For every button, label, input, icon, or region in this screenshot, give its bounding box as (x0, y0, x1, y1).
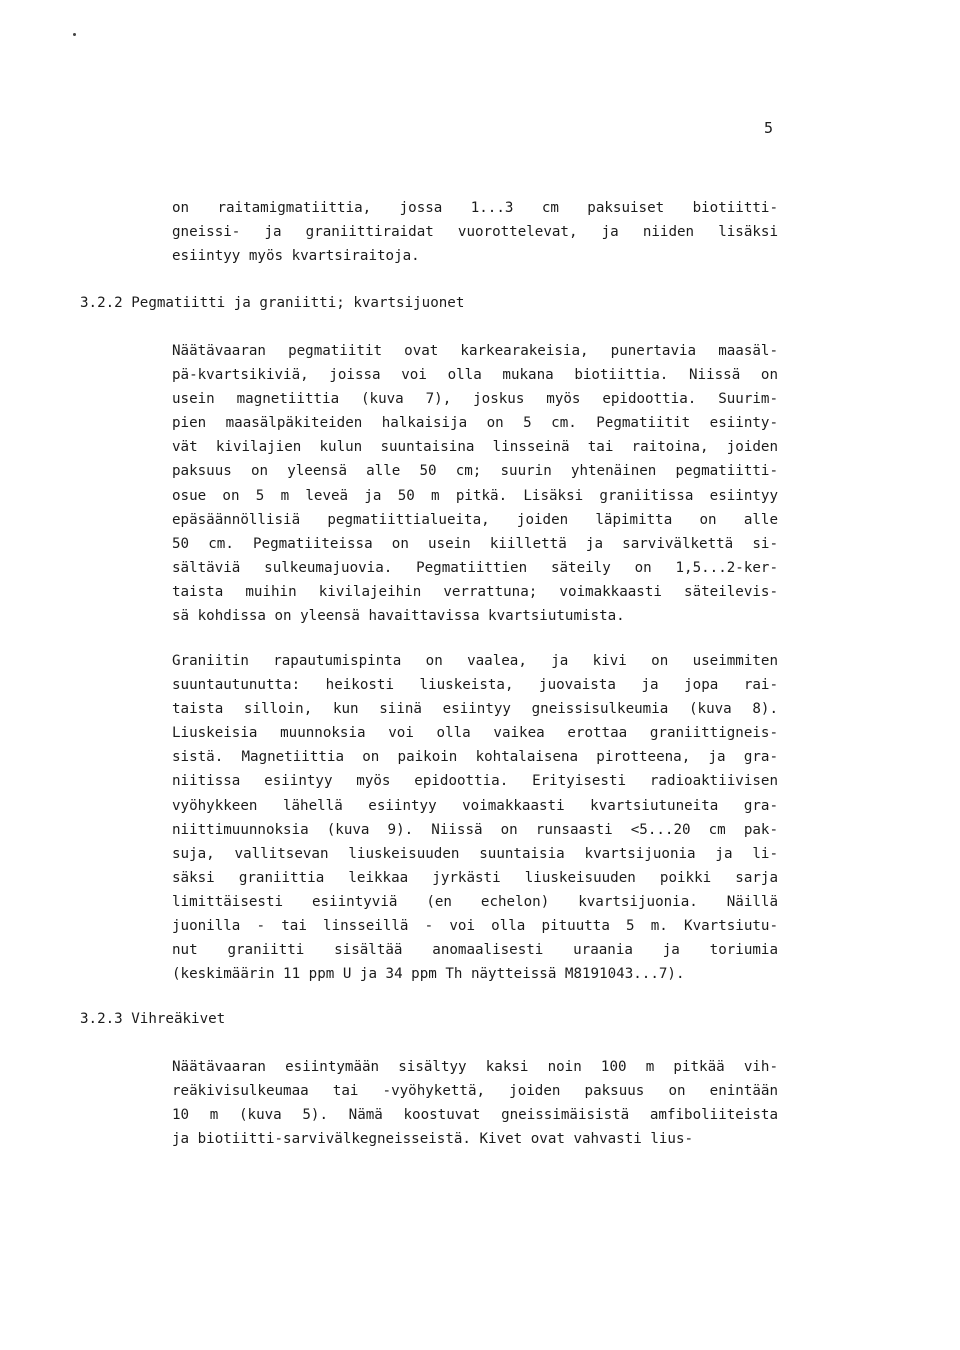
text-line: usein magnetiittia (kuva 7), joskus myös epidoottia. Suurim- (172, 391, 778, 408)
text-line: juonilla - tai linsseillä - voi olla pituutta 5 m. Kvartsiutu- (172, 918, 778, 935)
text-line: ja biotiitti-sarvivälkegneisseistä. Kivet ovat vahvasti lius- (172, 1131, 694, 1148)
text-line: nut graniitti sisältää anomaalisesti uraania ja toriumia (172, 942, 778, 959)
text-line: taista muihin kivilajeihin verrattuna; voimakkaasti säteilevis- (172, 583, 778, 600)
text-line: sältäviä sulkeumajuovia. Pegmatiittien säteily on 1,5...2-ker- (172, 559, 778, 576)
text-line: reäkivisulkeumaa tai -vyöhykettä, joiden paksuus on enintään (172, 1083, 778, 1100)
greenstone-paragraph (172, 1055, 778, 1151)
section-heading-3-2-2: 3.2.2 Pegmatiitti ja graniitti; kvartsijuonet (80, 295, 465, 311)
text-line: pien maasälpäkiteiden halkaisija on 5 cm. Pegmatiitit esiinty- (172, 415, 778, 432)
text-line: limittäisesti esiintyviä (en echelon) kvartsijuonia. Näillä (172, 893, 778, 910)
text-line: esiintyy myös kvartsiraitoja. (172, 248, 420, 265)
text-line: sä kohdissa on yleensä havaittavissa kvartsiutumista. (172, 608, 625, 625)
text-line: epäsäännöllisiä pegmatiittialueita, joiden läpimitta on alle (172, 511, 778, 528)
text-line: suja, vallitsevan liuskeisuuden suuntaisia kvartsijuonia ja li- (172, 845, 778, 862)
text-line: (keskimäärin 11 ppm U ja 34 ppm Th näytteissä M8191043...7). (172, 966, 685, 983)
text-line: paksuus on yleensä alle 50 cm; suurin yhtenäinen pegmatiitti- (172, 463, 778, 480)
intro-paragraph (172, 196, 778, 268)
text-line: sistä. Magnetiittia on paikoin kohtalaisena pirotteena, ja gra- (172, 749, 778, 766)
pegmatite-paragraph (172, 339, 778, 628)
text-line: 50 cm. Pegmatiiteissa on usein kiillettä ja sarvivälkettä si- (172, 535, 778, 552)
granite-paragraph (172, 649, 778, 986)
text-line: vät kivilajien kulun suuntaisina linsseinä tai raitoina, joiden (172, 439, 778, 456)
text-line: gneissi- ja graniittiraidat vuorottelevat, ja niiden lisäksi (172, 224, 778, 241)
text-line: Graniitin rapautumispinta on vaalea, ja kivi on useimmiten (172, 653, 778, 669)
text-line: pä-kvartsikiviä, joissa voi olla mukana biotiittia. Niissä on (172, 367, 778, 384)
text-line: Liuskeisia muunnoksia voi olla vaikea erottaa graniittigneis- (172, 725, 778, 742)
section-heading-3-2-3: 3.2.3 Vihreäkivet (80, 1011, 226, 1027)
text-line: osue on 5 m leveä ja 50 m pitkä. Lisäksi graniitissa esiintyy (172, 487, 778, 504)
text-line: Näätävaaran pegmatiitit ovat karkearakeisia, punertavia maasäl- (172, 343, 778, 359)
text-line: vyöhykkeen lähellä esiintyy voimakkaasti kvartsiutuneita gra- (172, 797, 778, 814)
text-line: on raitamigmatiittia, jossa 1...3 cm paksuiset biotiitti- (172, 200, 778, 216)
text-line: suuntautunutta: heikosti liuskeista, juovaista ja jopa rai- (172, 677, 778, 694)
text-line: niittimuunnoksia (kuva 9). Niissä on runsaasti <5...20 cm pak- (172, 821, 778, 838)
scan-speck (73, 33, 76, 36)
page-number: 5 (764, 119, 774, 137)
text-line: niitissa esiintyy myös epidoottia. Erityisesti radioaktiivisen (172, 773, 778, 790)
text-line: taista silloin, kun siinä esiintyy gneissisulkeumia (kuva 8). (172, 701, 778, 718)
text-line: Näätävaaran esiintymään sisältyy kaksi noin 100 m pitkää vih- (172, 1059, 778, 1075)
text-line: säksi graniittia leikkaa jyrkästi liuskeisuuden poikki sarja (172, 869, 778, 886)
text-line: 10 m (kuva 5). Nämä koostuvat gneissimäisistä amfiboliiteista (172, 1107, 778, 1124)
